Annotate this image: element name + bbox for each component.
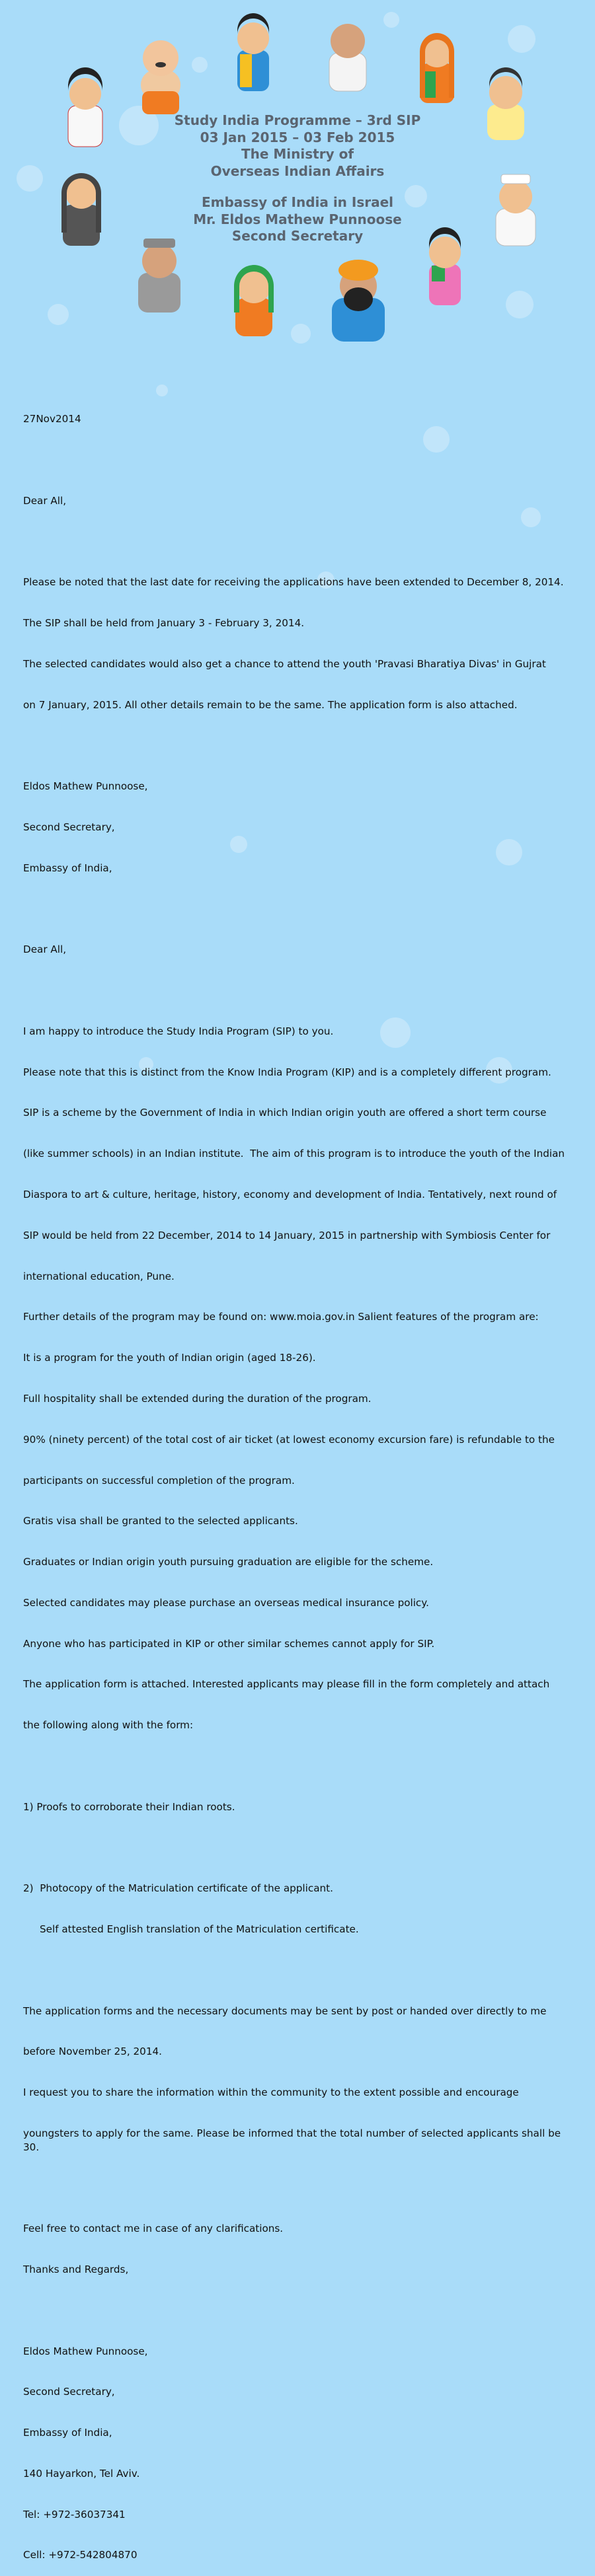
signature-line: 140 Hayarkon, Tel Aviv. [23,2467,140,2480]
list-item: 2) Photocopy of the Matriculation certificate of the applicant. [23,1882,333,1895]
closing-line: I request you to share the information within the community to the extent possible and encourage [23,2086,519,2099]
body-line: Gratis visa shall be granted to the selected applicants. [23,1515,298,1527]
body-line: Diaspora to art & culture, heritage, history, economy and development of India. Tentatively, next round of [23,1189,557,1201]
contact-line: Thanks and Regards, [23,2263,129,2275]
update-line: The selected candidates would also get a chance to attend the youth 'Pravasi Bharatiya Divas' in Gujrat [23,657,546,670]
body-line: SIP would be held from 22 December, 2014 to 14 January, 2015 in partnership with Symbiosis Center for [23,1229,551,1241]
update-line: Please be noted that the last date for receiving the applications have been extended to December 8, 2014. [23,576,564,589]
signature-line: Embassy of India, [23,862,112,874]
signature-line: Eldos Mathew Punnoose, [23,780,148,793]
embassy-line: Mr. Eldos Mathew Punnoose [193,211,402,227]
body-line: I am happy to introduce the Study India Program (SIP) to you. [23,1025,334,1037]
header-banner [0,0,595,357]
title-line: Study India Programme – 3rd SIP [174,112,421,128]
signature-line: Second Secretary, [23,821,115,833]
greeting: Dear All, [23,943,67,956]
body-line: the following along with the form: [23,1719,194,1732]
body-line: Anyone who has participated in KIP or other similar schemes cannot apply for SIP. [23,1637,435,1650]
greeting: Dear All, [23,494,67,507]
signature-line: Embassy of India, [23,2427,112,2439]
closing-line: The application forms and the necessary documents may be sent by post or handed over directly to me [23,2005,547,2017]
body-line: The application form is attached. Interested applicants may please fill in the form completely and attach [23,1678,550,1691]
embassy-line: Embassy of India in Israel [201,194,394,210]
body-line: SIP is a scheme by the Government of India in which Indian origin youth are offered a short term course [23,1107,547,1119]
closing-line: youngsters to apply for the same. Please be informed that the total number of selected applicants shall be 30. [23,2127,564,2153]
title-line: The Ministry of [241,146,354,162]
body-line: Full hospitality shall be extended during the duration of the program. [23,1392,372,1405]
body-line: Graduates or Indian origin youth pursuing graduation are eligible for the scheme. [23,1556,434,1568]
body-line: Further details of the program may be found on: www.moia.gov.in Salient features of the program are: [23,1311,539,1323]
body-line: Selected candidates may please purchase an overseas medical insurance policy. [23,1596,429,1609]
embassy-line: Second Secretary [231,228,364,244]
signature-line: Eldos Mathew Punnoose, [23,2345,148,2357]
signature-line: Tel: +972-36037341 [23,2508,126,2521]
signature-line: Second Secretary, [23,2386,115,2398]
signature-line: Cell: +972-542804870 [23,2549,138,2561]
header-title [132,112,463,245]
title-line: Overseas Indian Affairs [210,163,385,179]
update-line: on 7 January, 2015. All other details remain to be the same. The application form is also attached. [23,698,518,711]
body-line: participants on successful completion of the program. [23,1474,295,1487]
letter-date: 27Nov2014 [23,413,81,425]
body-line: 90% (ninety percent) of the total cost of air ticket (at lowest economy excursion fare) is refundable to the [23,1433,555,1446]
body-line: It is a program for the youth of Indian origin (aged 18-26). [23,1352,316,1364]
contact-line: Feel free to contact me in case of any clarifications. [23,2223,284,2235]
body-line: (like summer schools) in an Indian institute. The aim of this program is to introduce the youth of the Indian [23,1148,565,1160]
letter-body [23,385,578,2576]
list-item: 1) Proofs to corroborate their Indian roots. [23,1800,235,1813]
body-line: international education, Pune. [23,1270,175,1282]
title-line: 03 Jan 2015 – 03 Feb 2015 [200,129,395,145]
body-line: Please note that this is distinct from the Know India Program (KIP) and is a completely different program. [23,1066,551,1078]
update-line: The SIP shall be held from January 3 - February 3, 2014. [23,617,305,630]
list-item-continuation: Self attested English translation of the Matriculation certificate. [40,1923,359,1936]
closing-line: before November 25, 2014. [23,2045,162,2058]
